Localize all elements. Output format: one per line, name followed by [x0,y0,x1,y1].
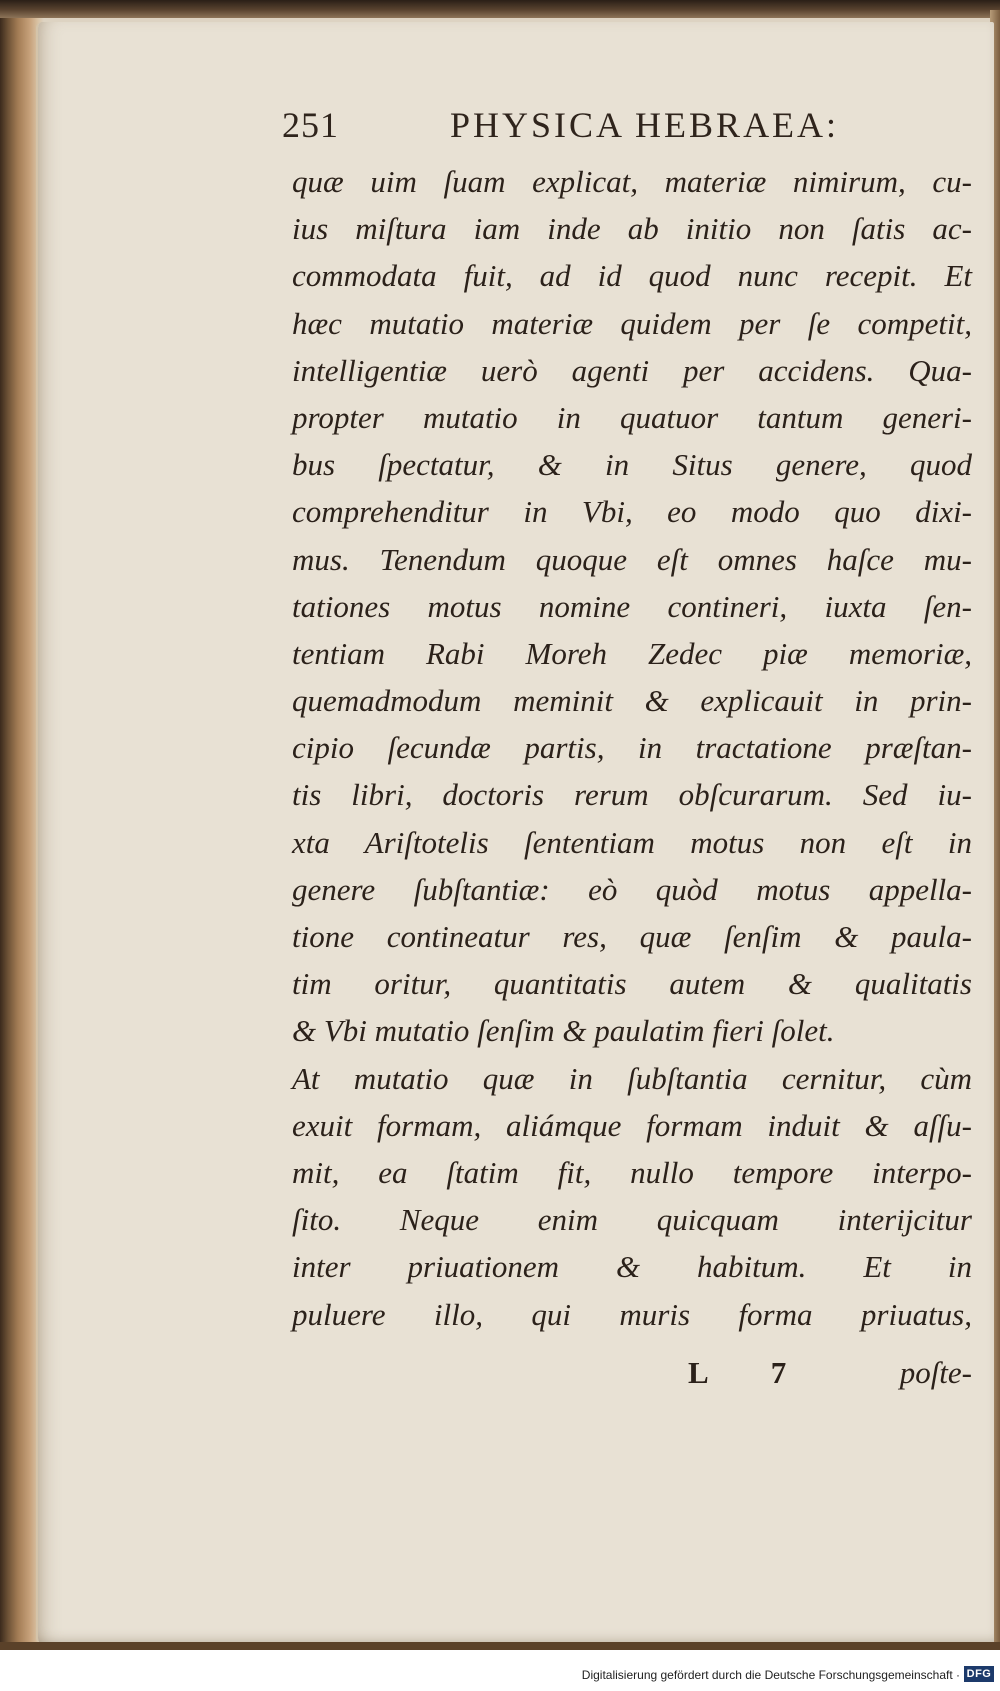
funding-credit: Digitalisierung gefördert durch die Deutsche Forschungsgemeinschaft · [581,1668,960,1682]
text-line: quemadmodum meminit & explicauit in prin- [292,683,972,719]
text-line: mus. Tenendum quoque eſt omnes haſce mu- [292,541,972,577]
text-line: bus ſpectatur, & in Situs genere, quod [292,447,972,483]
text-line: cipio ſecundæ partis, in tractatione præſtan- [292,730,972,766]
catchword: poſte- [899,1355,972,1390]
text-line: intelligentiæ uerò agenti per accidens. Qua- [292,352,972,388]
signature-mark: L 7 [688,1355,815,1390]
dfg-logo: DFG [964,1666,994,1682]
text-line: xta Ariſtotelis ſententiam motus non eſt in [292,824,972,860]
text-line: quæ uim ſuam explicat, materiæ nimirum, cu- [292,164,972,199]
text-line: & Vbi mutatio ſenſim & paulatim fieri ſolet. [292,1013,835,1049]
body-text [292,158,972,1338]
text-line: At mutatio quæ in ſubſtantia cernitur, cùm [292,1060,972,1096]
text-line: propter mutatio in quatuor tantum generi- [292,399,972,435]
credit-bar [0,1650,1000,1691]
text-line: mit, ea ſtatim fit, nullo tempore interpo- [292,1154,972,1190]
text-line: genere ſubſtantiæ: eò quòd motus appella- [292,871,972,907]
text-line: commodata fuit, ad id quod nunc recepit. Et [292,258,972,294]
page-number: 251 [282,105,339,145]
running-head: PHYSICA HEBRAEA: [450,105,840,145]
text-line: tis libri, doctoris rerum obſcurarum. Sed iu- [292,777,972,813]
text-line: tentiam Rabi Moreh Zedec piæ memoriæ, [292,635,972,671]
text-line: comprehenditur in Vbi, eo modo quo dixi- [292,494,972,530]
text-line: hæc mutatio materiæ quidem per ſe competit, [292,305,972,341]
text-line: tim oritur, quantitatis autem & qualitatis [292,966,972,1002]
text-line: tationes motus nomine contineri, iuxta ſen- [292,588,972,624]
book-bottom-edge [0,1642,1000,1650]
text-line: puluere illo, qui muris forma priuatus, [292,1296,972,1332]
page-header [282,100,902,150]
text-line: tione contineatur res, quæ ſenſim & paula- [292,919,972,954]
text-line: ſito. Neque enim quicquam interijcitur [292,1202,972,1238]
book-top-edge [0,0,1000,18]
text-line: exuit formam, aliámque formam induit & aſſu- [292,1107,972,1143]
text-line: inter priuationem & habitum. Et in [292,1249,972,1285]
text-line: ius miſtura iam inde ab initio non ſatis ac- [292,211,972,247]
page-footer [292,1355,972,1401]
